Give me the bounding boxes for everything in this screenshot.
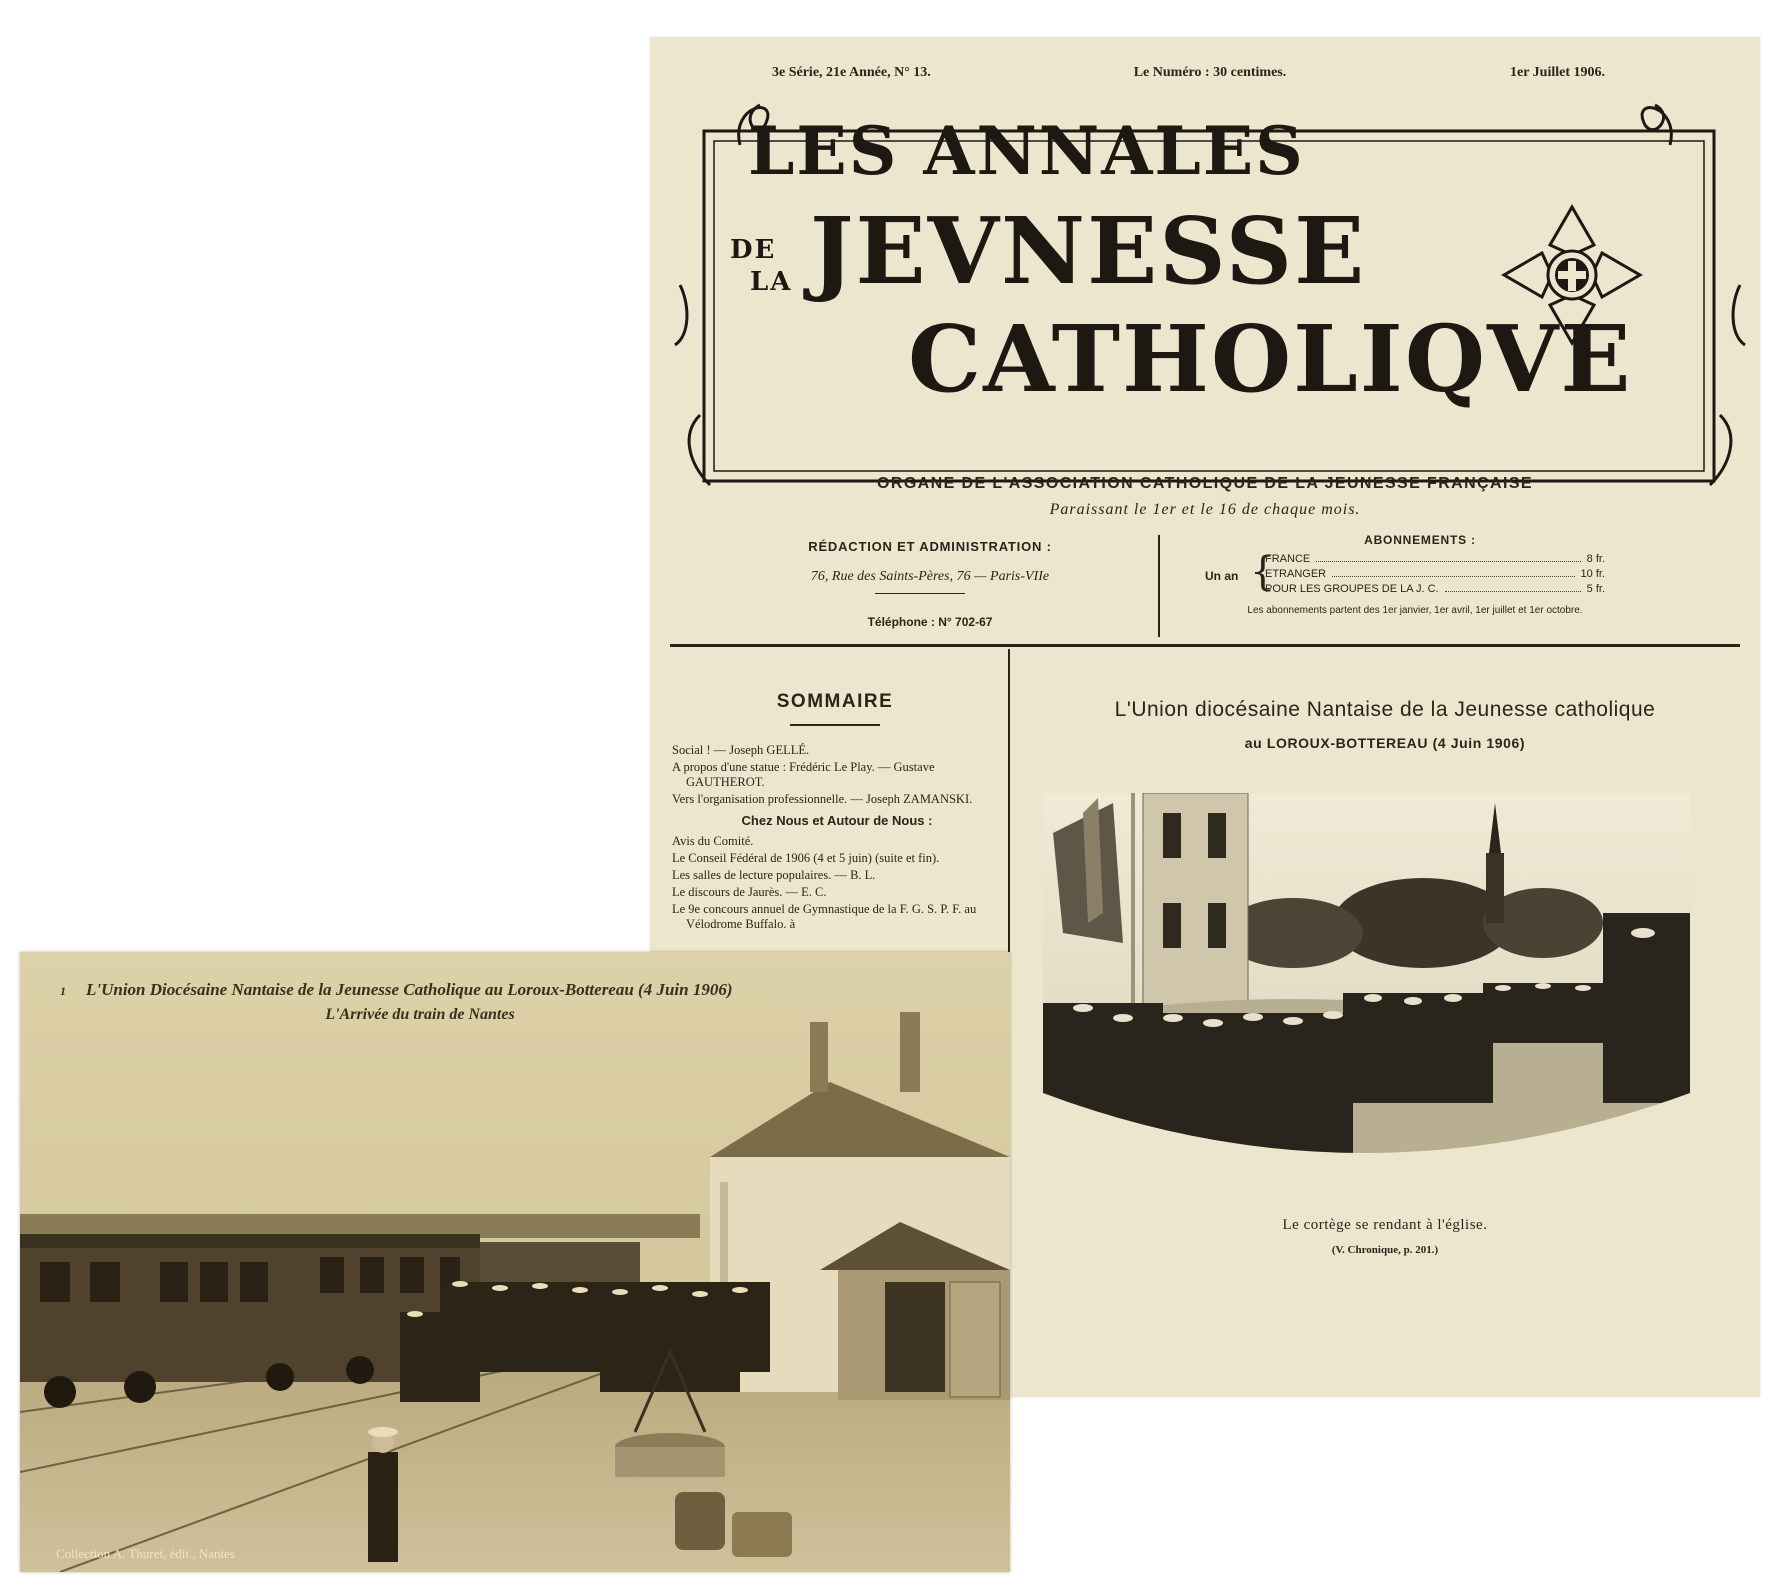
article-subtitle: au LOROUX-BOTTEREAU (4 Juin 1906) — [1244, 735, 1526, 751]
list-item: Le Conseil Fédéral de 1906 (4 et 5 juin) (suite et fin). — [672, 851, 940, 865]
cortege-photo — [1043, 793, 1690, 1189]
periodicity-line: Paraissant le 1er et le 16 de chaque mois. — [1049, 501, 1361, 518]
postcard — [20, 952, 1010, 1572]
redaction-title: RÉDACTION ET ADMINISTRATION : — [808, 539, 1052, 554]
postcard-number: 1 — [60, 984, 66, 998]
list-item: Avis du Comité. — [672, 834, 754, 848]
masthead-line3: CATHOLIQVE — [908, 305, 1633, 413]
list-item: A propos d'une statue : Frédéric Le Play. — Gustave GAUTHEROT. — [672, 760, 935, 789]
abonnements-title: ABONNEMENTS : — [1364, 533, 1476, 547]
sommaire-rule — [790, 724, 880, 726]
brace-icon: { — [1250, 549, 1276, 595]
header-bottom-rule — [670, 644, 1740, 647]
postcard-subtitle: L'Arrivée du train de Nantes — [325, 1006, 515, 1023]
masthead-line2: JEVNESSE — [810, 197, 1367, 305]
issue-price: Le Numéro : 30 centimes. — [1133, 65, 1287, 80]
organ-line: ORGANE DE L'ASSOCIATION CATHOLIQUE DE LA JEUNESSE FRANÇAISE — [877, 475, 1533, 492]
abonnement-row: FRANCE 8 fr. — [1265, 553, 1605, 565]
station-photo — [20, 952, 1010, 1572]
sommaire-title: SOMMAIRE — [776, 691, 894, 712]
masthead-de: DE — [730, 235, 777, 265]
abonnement-row: ETRANGER 10 fr. — [1265, 568, 1605, 580]
cortege-caption: Le cortège se rendant à l'église. — [1282, 1217, 1488, 1233]
abonnement-row: POUR LES GROUPES DE LA J. C. 5 fr. — [1265, 583, 1605, 595]
postcard-title — [60, 980, 800, 1000]
issue-series: 3e Série, 21e Année, N° 13. — [772, 65, 931, 80]
masthead-line1: LES ANNALES — [748, 112, 1305, 190]
article-title: L'Union diocésaine Nantaise de la Jeunesse catholique — [1114, 698, 1656, 721]
list-item: Les salles de lecture populaires. — B. L. — [672, 868, 876, 882]
sommaire-subtitle: Chez Nous et Autour de Nous : — [741, 813, 933, 828]
list-item: Vers l'organisation professionnelle. — Joseph ZAMANSKI. — [672, 792, 973, 806]
redaction-telephone: Téléphone : N° 702-67 — [867, 615, 993, 629]
issue-date: 1er Juillet 1906. — [1510, 65, 1606, 80]
redaction-rule — [875, 593, 965, 594]
redaction-address: 76, Rue des Saints-Pères, 76 — Paris-VIIe — [810, 569, 1050, 584]
header-divider — [1158, 535, 1160, 637]
masthead-la: LA — [750, 267, 793, 297]
postcard-collection: Collection A. Thuret, édit., Nantes — [56, 1546, 235, 1561]
cortege-reference: (V. Chronique, p. 201.) — [1331, 1244, 1439, 1256]
postcard-title-text: L'Union Diocésaine Nantaise de la Jeunesse Catholique au Loroux-Bottereau (4 Juin 1906) — [86, 980, 733, 999]
abonnements-note: Les abonnements partent des 1er janvier, 1er avril, 1er juillet et 1er octobre. — [1247, 605, 1583, 616]
list-item: Social ! — Joseph GELLÉ. — [672, 743, 810, 757]
sommaire-list — [672, 743, 1002, 934]
list-item: Le 9e concours annuel de Gymnastique de la F. G. S. P. F. au Vélodrome Buffalo. à — [672, 902, 977, 931]
list-item: Le discours de Jaurès. — E. C. — [672, 885, 827, 899]
abonnements-un-an: Un an — [1205, 569, 1239, 583]
